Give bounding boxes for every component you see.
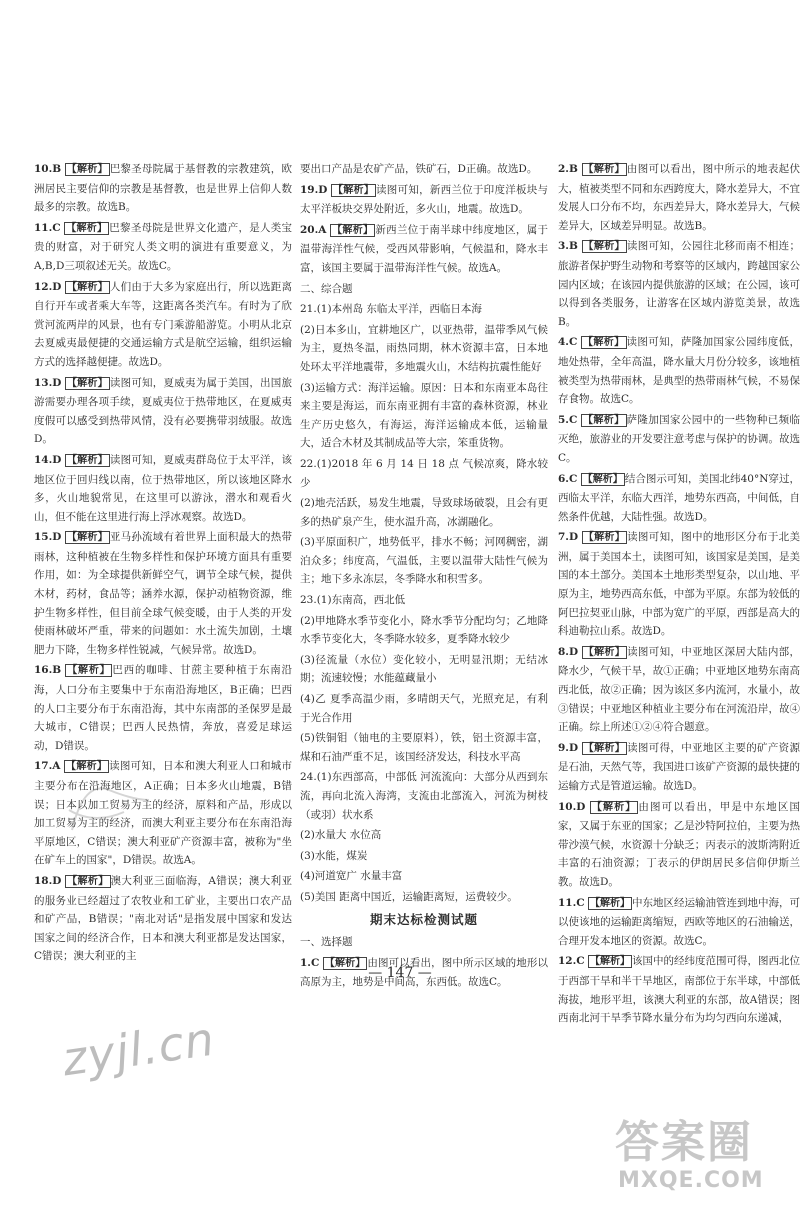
answer-number: 6.C [558, 472, 578, 485]
answer-entry [558, 237, 800, 331]
answer-number: 11.C [558, 896, 585, 909]
comprehensive-answer-line: (2)水量大 水位高 [300, 829, 382, 842]
page-number: — 147 — [368, 965, 432, 981]
answer-number: 2.B [558, 163, 578, 175]
answer-entry [300, 181, 548, 219]
answer-text: 中东地区经运输油管连到地中海，可以使该地的运输距离缩短，西欧等地区的石油输送，合理开发本地区的资源。故选C。 [558, 896, 800, 947]
answer-number: 12.D [34, 280, 62, 293]
answer-text: 萨隆加国家公园中的一些物种已频临灭绝，旅游业的开发要注意考虑与保护的协调。故选C。 [558, 413, 800, 464]
answer-text: 由图可以看出，甲是中东地区国家，又属于东亚的国家；乙是沙特阿拉伯，主要为热带沙漠气候，水资源十分缺乏；丙表示的波斯湾附近丰富的石油资源；丁表示的伊朗居民多信仰伊斯兰教。故选D。 [558, 800, 800, 888]
answer-text: 巴黎圣母院是世界文化遗产，是人类宝贵的财富，对于研究人类文明的演进有重要意义，为A,B,D三项叙述无关。故选C。 [34, 221, 293, 272]
answer-number: 4.C [558, 336, 578, 349]
comprehensive-answer-line: 21.(1)本州岛 东临太平洋，西临日本海 [300, 303, 482, 316]
answer-entry [34, 219, 292, 276]
comprehensive-answer-line: (2)地壳活跃，易发生地震，导致球场破裂，且会有更多的热矿泉产生，使水温升高，冰湖融化。 [300, 497, 548, 528]
answer-entry [558, 739, 800, 796]
answer-text: 要出口产品是农矿产品，铁矿石，D正确。故选D。 [300, 163, 538, 175]
answer-text: 人们由于大多为家庭出行，所以选距离自行开车或者乘大车等，这距离各类汽车。有时为了欣赏河流两岸的风景，也有专门乘游船游览。小明从北京去夏威夷最便捷的交通运输方式是航空运输，组织运输方式的选择越便捷。故选D。 [34, 280, 293, 368]
answer-entry [558, 643, 800, 737]
analysis-tag: 【解析】 [66, 164, 108, 175]
comprehensive-answer-line: (4)乙 夏季高温少雨，多晴朗天气，光照充足，有利于光合作用 [300, 693, 548, 724]
answer-number: 8.D [558, 645, 579, 658]
answer-entry [34, 160, 292, 217]
analysis-tag: 【解析】 [66, 454, 108, 466]
answer-number: 14.D [34, 453, 62, 466]
analysis-tag: 【解析】 [66, 761, 108, 773]
comprehensive-answer-line: (3)运输方式：海洋运输。原因：日本和东南亚本岛往来主要是海运，而东南亚拥有丰富的森林资源，林业生产历史悠久，有海运，海洋运输成本低，运输量大，适合木材及其制成品等大宗，笨重货物。 [300, 381, 548, 450]
answer-number: 1.C [300, 956, 320, 969]
answer-entry [558, 894, 800, 951]
answer-entry [34, 451, 292, 526]
analysis-tag: 【解析】 [332, 184, 375, 196]
answer-number: 10.D [558, 800, 586, 813]
analysis-tag: 【解析】 [324, 957, 366, 969]
analysis-tag: 【解析】 [583, 337, 625, 349]
answer-entry [558, 333, 800, 408]
answer-number: 12.C [558, 955, 585, 968]
analysis-tag: 【解析】 [589, 956, 630, 968]
comprehensive-answer-line: (2)甲地降水季节变化小，降水季节分配均匀；乙地降水季节变化大，冬季降水较多，夏季降水较少 [300, 614, 548, 646]
answer-entry [300, 221, 548, 278]
answer-entry [34, 528, 292, 659]
analysis-tag: 【解析】 [67, 875, 109, 887]
comprehensive-answer-line: (3)平原面积广，地势低平，排水不畅；河网稠密，湖泊众多；纬度高，气温低，主要以温带大陆性气候为主；地下多永冻层，冬季降水和积雪多。 [300, 536, 548, 586]
comprehensive-answer-line: 23.(1)东南高，西北低 [300, 594, 406, 607]
answer-number: 18.D [34, 874, 62, 887]
comprehensive-answer-line: (3)径流量（水位）变化较小，无明显汛期；无结冰期；流速较慢；水能蕴藏量小 [300, 653, 548, 685]
analysis-tag: 【解析】 [583, 164, 625, 175]
answer-text: 巴西的咖啡、甘蔗主要种植于东南沿海，人口分布主要集中于东南沿海地区，B正确；巴西的人口主要分布于东南沿海，其中东南部的圣保罗是最大城市，C错误；巴西人民热情，奔放，喜爱足球运动，D错误。 [34, 664, 293, 752]
answer-text: 澳大利亚三面临海，A错误；澳大利亚的服务业已经超过了农牧业和工矿业，主要出口农产品和矿产品，B错误；"南北对话"是指发展中国家和发达国家之间的经济合作，日本和澳大利亚都是发达国家，C错误；澳大利亚的主 [34, 874, 293, 963]
watermark-logo-right: 答案圈 [615, 1117, 753, 1168]
section-heading-comprehensive: 二、综合题 [300, 282, 353, 295]
answer-text: 该国中的经纬度范围可得，图西北位于西部干旱和半干旱地区，南部位于东半球，中部低海拔，地形平坦，该澳大利亚的东部，故A错误；图西南北河干旱季节降水量分布为均匀西向东递减， [558, 955, 800, 1025]
answer-number: 11.C [34, 221, 61, 234]
comprehensive-answer-line: (3)水能，煤炭 [300, 849, 368, 862]
answer-text: 读图可知，萨隆加国家公园纬度低，地处热带，全年高温，降水量大月份分较多，该地植被类型为热带雨林，是典型的热带雨林气候，不易保存食物。故选C。 [558, 336, 800, 406]
answer-entry [34, 872, 292, 966]
answer-entry [34, 374, 292, 449]
analysis-tag: 【解析】 [582, 473, 623, 485]
answer-entry [34, 278, 292, 372]
comprehensive-answer-line: 22.(1)2018 年 6 月 14 日 18 点 气候凉爽，降水较少 [300, 457, 548, 489]
answer-text: 结合图示可知，美国北纬40°N穿过，西临太平洋，东临大西洋，地势东西高，中间低，自然条件优越，大陆性强。故选D。 [558, 472, 800, 523]
analysis-tag: 【解析】 [66, 377, 108, 389]
middle-column [300, 160, 548, 994]
answer-text: 由图可以看出，图中所示区域的地形以高原为主，地势是中间高，东西低。故选C。 [300, 956, 549, 989]
answer-entry [558, 411, 800, 468]
comprehensive-answer-line: (4)河道宽广 水量丰富 [300, 870, 403, 883]
answer-number: 15.D [34, 531, 62, 544]
comprehensive-answer-line: 24.(1)东西部高，中部低 河流流向：大部分从西到东流，再向北流入海湾，支流由北部流入，河流为树枝（或羽）状水系 [300, 771, 548, 821]
watermark-site-right: MXQE.COM [618, 1168, 764, 1193]
answer-text: 读图可知，图中的地形区分布于北美洲，属于美国本土，读图可知，该国家是美国，是美国的本土部分。美国本土地形类型复杂，以山地、平原为主，地势西高东低，中部为平原。东部为较低的阿巴拉契亚山脉，中部为宽广的平原，西部是高大的科迪勒拉山系。故选D。 [558, 531, 800, 638]
answer-text: 亚马孙流域有着世界上面积最大的热带雨林，这种植被在生物多样性和保护环境方面具有重要作用，如：为全球提供新鲜空气，调节全球气候，提供木材，药材，食品等；涵养水源，保护动植物资源，维护生物多样性，但目前全球气候变暖，由于人类的开发使雨林破坏严重，带来的问题如：水土流失加剧，土壤肥力下降，生物多样性锐减，气候异常。故选D。 [34, 531, 293, 656]
answer-text: 读图可知，新西兰位于印度洋板块与太平洋板块交界处附近，多火山，地震。故选D。 [300, 183, 549, 216]
analysis-tag: 【解析】 [583, 742, 626, 754]
answer-text: 读图可知，夏威夷为属于美国，出国旅游需要办理各项手续，夏威夷位于热带地区，在夏威夷度假可以感受到热带风情，没有必要携带羽绒服。故选D。 [34, 376, 293, 446]
analysis-tag: 【解析】 [67, 665, 111, 677]
faded-stamp-mark [64, 770, 154, 842]
answer-number: 17.A [34, 760, 61, 773]
left-column [34, 160, 292, 968]
answer-number: 7.D [558, 531, 579, 544]
comprehensive-answer-line: (2)日本多山，宜耕地区广，以亚热带，温带季风气候为主，夏热冬温，雨热同期，林木资源丰富，日本地处环太平洋地震带，多地震火山，木结构抗震性能好 [300, 323, 548, 373]
analysis-tag: 【解析】 [66, 532, 108, 544]
watermark-site-left: zyjl.cn [58, 1011, 219, 1087]
answer-text: 巴黎圣母院属于基督教的宗教建筑，欧洲居民主要信仰的宗教是基督教，也是世界上信仰人数最多的宗教。故选B。 [34, 163, 292, 214]
comprehensive-answer-line: (5)美国 距离中国近，运输距离短，运费较少。 [300, 890, 518, 903]
answer-entry [558, 798, 800, 892]
answer-entry [300, 160, 548, 179]
answer-number: 3.B [558, 240, 578, 253]
answer-text: 新西兰位于南半球中纬度地区，属于温带海洋性气候，受西风带影响，气候温和，降水丰富，该国主要属于温带海洋性气候。故选A。 [300, 223, 549, 274]
analysis-tag: 【解析】 [583, 241, 625, 253]
answer-number: 13.D [34, 376, 62, 389]
answer-number: 10.B [34, 163, 62, 175]
answer-text: 读图可知，夏威夷群岛位于太平洋，该地区位于回归线以南，位于热带地区，所以该地区降水多，火山地貌常见，在这里可以游泳，潜水和观看火山，但不能在这里进行海上浮冰观察。故选D。 [34, 453, 293, 523]
answer-text: 读图可知，中亚地区深居大陆内部，降水少，气候干旱，故①正确；中亚地区地势东南高西北低，故②正确；因为该区多内流河，水量小，故③错误；中亚地区种植业主要分布在河流沿岸，故④正确。综上所述①②④符合题意。 [558, 645, 800, 734]
answer-text: 读图可知，日本和澳大利亚人口和城市主要分布在沿海地区，A正确；日本多火山地震，B错误；日本以加工贸易为主的经济，原料和产品，形成以加工贸易为主的经济，而澳大利亚主要分布在东南沿海平原地区，C错误；澳大利亚矿产资源丰富，被称为"坐在矿车上的国家"，D错误。故选A。 [34, 760, 293, 867]
answer-entry [558, 952, 800, 1027]
analysis-tag: 【解析】 [332, 224, 374, 236]
answer-text: 读图可知，公园往北移而南不相连；旅游者保护野生动物和考察等的区域内，跨越国家公园内区域；在该园内提供旅游的区域；在公园，该可以得到各类服务，让游客在区域内游览美景，故选B。 [558, 240, 800, 328]
answer-text: 由图可以看出，图中所示的地表起伏大，植被类型不同和东西跨度大，降水差异大，不宜发展人口分布不均，东西差异大，降水差异大，气候差异大，区域差异明显。故选B。 [558, 163, 800, 232]
answer-entry [558, 160, 800, 235]
analysis-tag: 【解析】 [583, 532, 626, 544]
section-heading-choice: 一、选择题 [300, 936, 353, 949]
answer-number: 9.D [558, 741, 579, 754]
analysis-tag: 【解析】 [589, 897, 630, 909]
analysis-tag: 【解析】 [583, 414, 625, 426]
comprehensive-answer-line: (5)铁铜钼（铀电的主要原料），铁，铝土资源丰富，煤和石油严重不足，该国经济发达，科技水平高 [300, 732, 548, 763]
answer-entry [34, 661, 292, 755]
right-column [558, 160, 800, 1030]
answer-text: 读图可得，中亚地区主要的矿产资源是石油，天然气等，我国进口该矿产资源的最快捷的运输方式是管道运输。故选D。 [558, 741, 800, 792]
answer-number: 19.D [300, 183, 328, 196]
analysis-tag: 【解析】 [66, 281, 108, 293]
answer-entry [558, 470, 800, 527]
answer-entry [558, 528, 800, 641]
analysis-tag: 【解析】 [66, 222, 108, 234]
exam-title: 期末达标检测试题 [369, 911, 478, 927]
analysis-tag: 【解析】 [591, 801, 637, 813]
answer-number: 16.B [34, 664, 62, 677]
analysis-tag: 【解析】 [583, 646, 626, 658]
answer-number: 5.C [558, 413, 578, 426]
answer-number: 20.A [300, 223, 327, 236]
